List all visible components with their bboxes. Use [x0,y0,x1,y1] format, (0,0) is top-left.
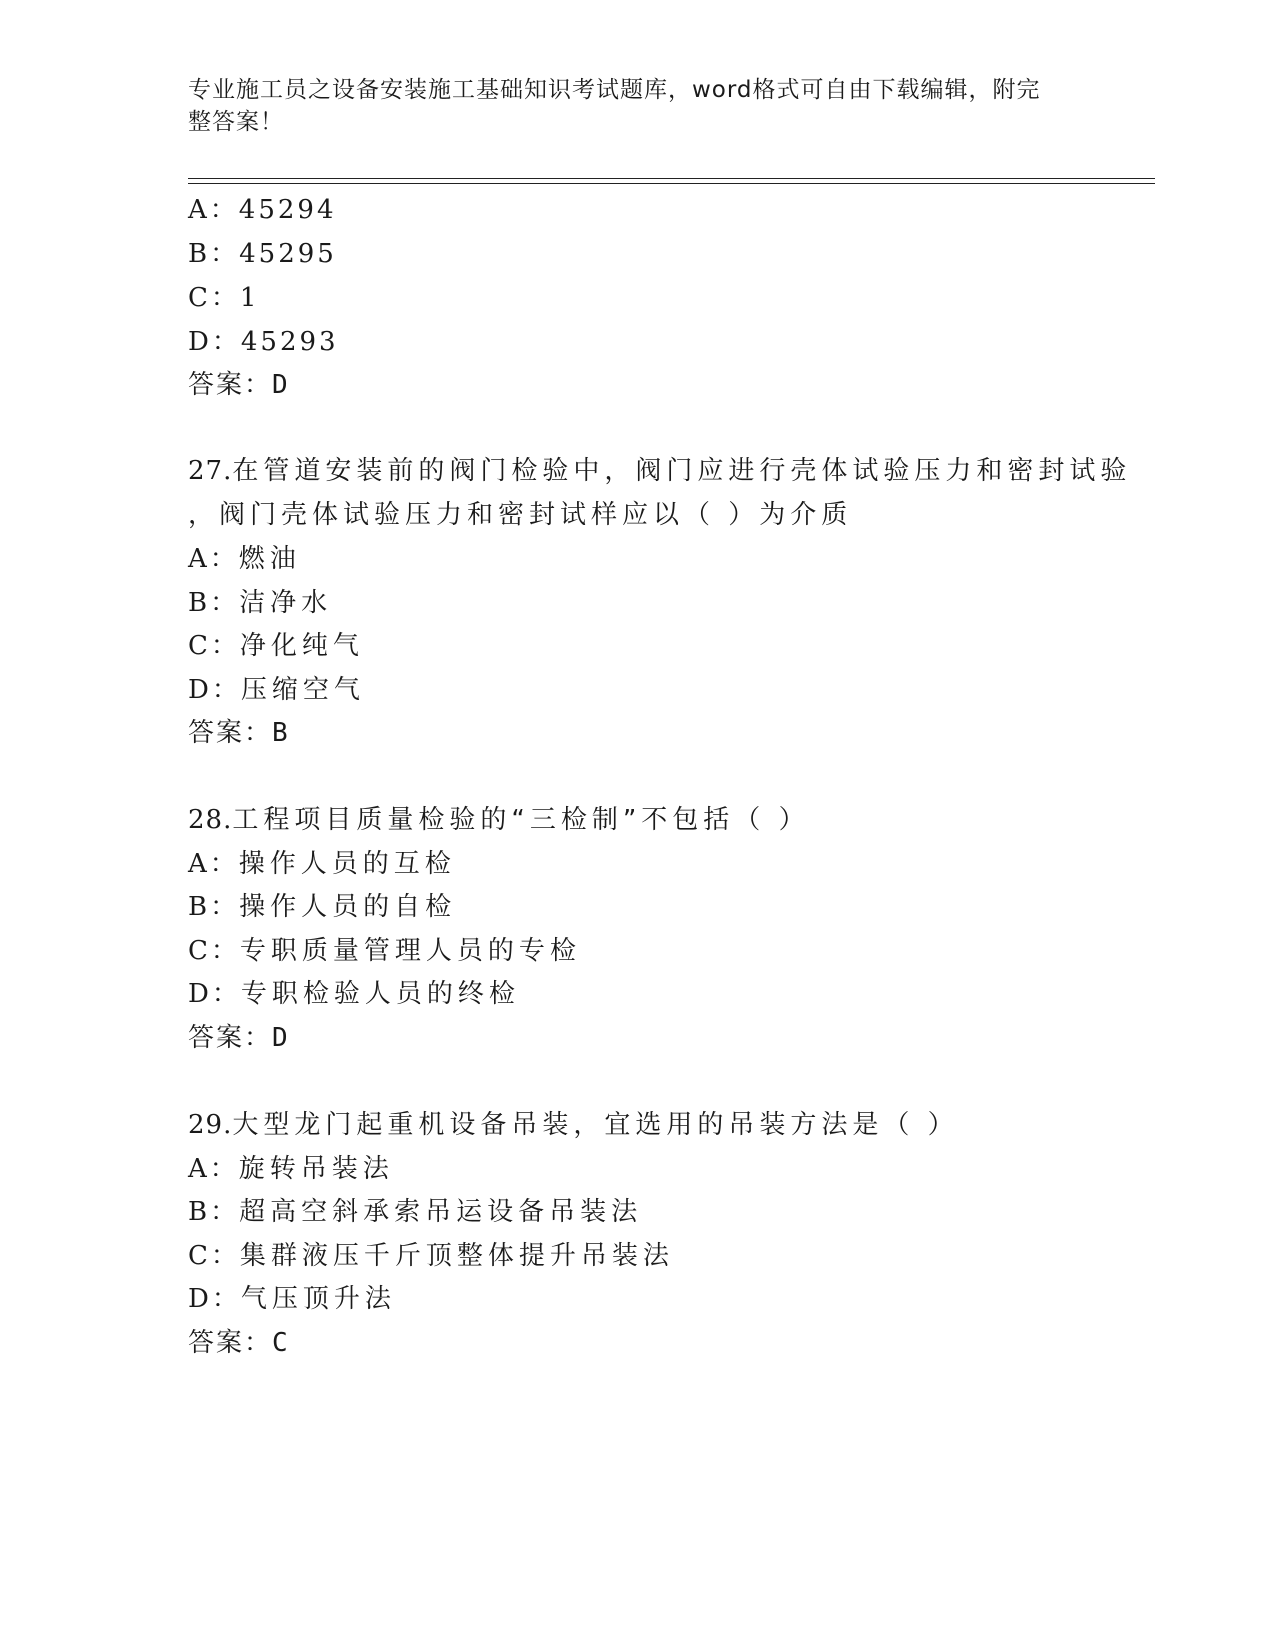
question-28-answer: 答案：D [188,1023,290,1053]
question-27-option-d: D：压缩空气 [188,675,365,705]
question-29-option-b: B：超高空斜承索吊运设备吊装法 [188,1197,643,1227]
question-27-answer: 答案：B [188,718,290,748]
document-header [188,74,1088,138]
question-27-line-1: 27.在管道安装前的阀门检验中，阀门应进行壳体试验压力和密封试验 [188,456,1132,486]
question-27-option-b: B：洁净水 [188,588,333,618]
question-27-line-2: ，阀门壳体试验压力和密封试样应以（ ）为介质 [188,500,853,530]
question-29-option-d: D：气压顶升法 [188,1284,396,1314]
header-rule-top [188,178,1155,179]
question-29-line-1: 29.大型龙门起重机设备吊装，宜选用的吊装方法是（ ） [188,1110,959,1140]
question-28-option-d: D：专职检验人员的终检 [188,979,520,1009]
prev-option-b: B：45295 [188,239,337,269]
question-28-option-a: A：操作人员的互检 [188,849,456,879]
question-28-option-b: B：操作人员的自检 [188,892,457,922]
prev-answer: 答案：D [188,370,290,400]
prev-option-c: C：1 [188,283,260,313]
header-line-1: 专业施工员之设备安装施工基础知识考试题库，word格式可自由下载编辑，附完 [188,77,1041,103]
question-27-option-a: A：燃油 [188,544,301,574]
question-29-answer: 答案：C [188,1328,290,1358]
header-line-2: 整答案！ [188,109,284,135]
question-27-option-c: C：净化纯气 [188,631,364,661]
question-29-option-c: C：集群液压千斤顶整体提升吊装法 [188,1241,674,1271]
question-29-option-a: A：旋转吊装法 [188,1154,394,1184]
prev-option-d: D：45293 [188,327,339,357]
header-rule-bottom [188,183,1155,184]
prev-option-a: A：45294 [188,195,337,225]
question-28-line-1: 28.工程项目质量检验的“三检制”不包括（ ） [188,805,810,835]
question-28-option-c: C：专职质量管理人员的专检 [188,936,581,966]
